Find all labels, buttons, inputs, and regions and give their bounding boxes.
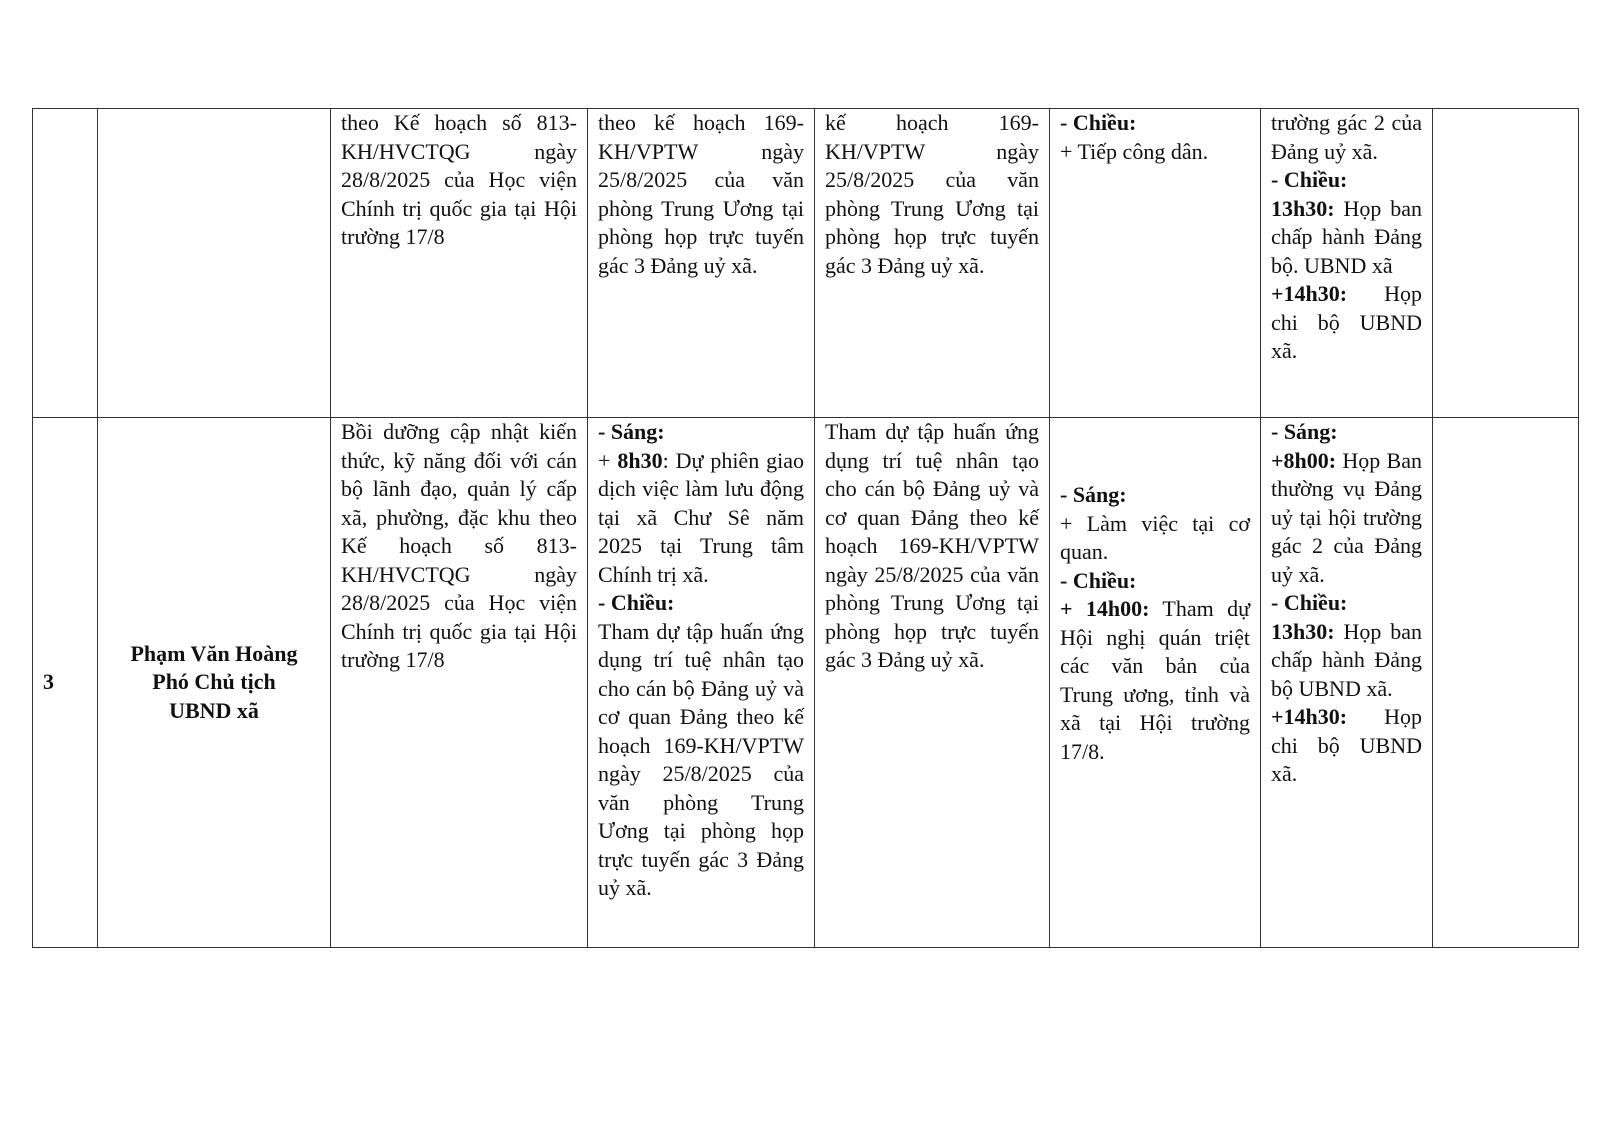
row-number-cell: 3 xyxy=(33,418,98,948)
official-name: Phạm Văn Hoàng xyxy=(130,640,298,666)
schedule-cell-4 xyxy=(1050,109,1261,418)
afternoon-item xyxy=(1060,595,1250,766)
item-time: 13h30: xyxy=(1271,618,1335,644)
schedule-cell-2 xyxy=(588,418,815,948)
item-time: 8h30 xyxy=(617,447,663,473)
afternoon-item-1 xyxy=(1271,195,1422,281)
schedule-cell-6 xyxy=(1433,418,1579,948)
table-row xyxy=(33,109,1579,418)
row-number-cell xyxy=(33,109,98,418)
morning-item xyxy=(598,447,804,590)
morning-text: + Làm việc tại cơ quan. xyxy=(1060,510,1250,564)
item-text: : Dự phiên giao dịch việc làm lưu động tại xã Chư Sê năm 2025 tại Trung tâm Chính trị xã. xyxy=(598,447,804,587)
afternoon-item-1 xyxy=(1271,618,1422,704)
item-time: +14h30: xyxy=(1271,704,1348,729)
afternoon-label: - Chiều: xyxy=(1271,167,1348,192)
item-text: Họp ban chấp hành Đảng bộ. UBND xã xyxy=(1271,195,1422,278)
item-time: +14h30: xyxy=(1271,281,1348,306)
schedule-cell-5 xyxy=(1261,418,1433,948)
item-prefix: + xyxy=(598,447,618,473)
item-text: Tham dự Hội nghị quán triệt các văn bản của Trung ương, tỉnh và xã tại Hội trường 17/8. xyxy=(1060,596,1250,764)
item-text: Họp chi bộ UBND xã. xyxy=(1271,704,1422,786)
schedule-cell-1: theo Kế hoạch số 813-KH/HVCTQG ngày 28/8/2025 của Học viện Chính trị quốc gia tại Hội trường 17/8 xyxy=(331,109,588,418)
afternoon-text: Tham dự tập huấn ứng dụng trí tuệ nhân tạo cho cán bộ Đảng uỷ và cơ quan Đảng theo kế hoạch 169-KH/VPTW ngày 25/8/2025 của văn phòng Trung Ương tại phòng họp trực tuyến gác 3 Đảng uỷ xã. xyxy=(598,618,804,900)
morning-label: - Sáng: xyxy=(1271,419,1338,444)
schedule-cell-4 xyxy=(1050,418,1261,948)
morning-item xyxy=(1271,447,1422,590)
official-name-cell xyxy=(98,418,331,948)
item-time: + 14h00: xyxy=(1060,596,1150,621)
item-text: Họp chi bộ UBND xã. xyxy=(1271,281,1422,363)
afternoon-item-2 xyxy=(1271,280,1422,366)
item-time: +8h00: xyxy=(1271,447,1337,473)
morning-label: - Sáng: xyxy=(1060,482,1127,507)
schedule-cell-6 xyxy=(1433,109,1579,418)
item-text: Họp ban chấp hành Đảng bộ UBND xã. xyxy=(1271,618,1422,701)
schedule-cell-2: theo kế hoạch 169-KH/VPTW ngày 25/8/2025 của văn phòng Trung Ương tại phòng họp trực tuyến gác 3 Đảng uỷ xã. xyxy=(588,109,815,418)
table-row xyxy=(33,418,1579,948)
afternoon-text: + Tiếp công dân. xyxy=(1060,138,1209,164)
afternoon-label: - Chiều: xyxy=(598,590,675,615)
item-time: 13h30: xyxy=(1271,195,1335,221)
schedule-cell-5 xyxy=(1261,109,1433,418)
afternoon-label: - Chiều: xyxy=(1271,590,1348,615)
afternoon-label: - Chiều: xyxy=(1060,110,1137,135)
official-unit: UBND xã xyxy=(169,697,259,723)
schedule-table xyxy=(32,108,1579,948)
schedule-cell-3: Tham dự tập huấn ứng dụng trí tuệ nhân tạo cho cán bộ Đảng uỷ và cơ quan Đảng theo kế hoạch 169-KH/VPTW ngày 25/8/2025 của văn phòng Trung Ương tại phòng họp trực tuyến gác 3 Đảng uỷ xã. xyxy=(815,418,1050,948)
morning-label: - Sáng: xyxy=(598,419,665,444)
item-text: Họp Ban thường vụ Đảng uỷ tại hội trường gác 2 của Đảng uỷ xã. xyxy=(1271,447,1422,587)
afternoon-label: - Chiều: xyxy=(1060,567,1137,593)
afternoon-item-2 xyxy=(1271,703,1422,789)
official-title: Phó Chủ tịch xyxy=(152,669,276,695)
lead-text: trường gác 2 của Đảng uỷ xã. xyxy=(1271,110,1422,164)
official-name-cell xyxy=(98,109,331,418)
schedule-cell-3: kế hoạch 169-KH/VPTW ngày 25/8/2025 của văn phòng Trung Ương tại phòng họp trực tuyến gác 3 Đảng uỷ xã. xyxy=(815,109,1050,418)
schedule-cell-1: Bồi dưỡng cập nhật kiến thức, kỹ năng đối với cán bộ lãnh đạo, quản lý cấp xã, phường, đặc khu theo Kế hoạch số 813-KH/HVCTQG ngày 28/8/2025 của Học viện Chính trị quốc gia tại Hội trường 17/8 xyxy=(331,418,588,948)
